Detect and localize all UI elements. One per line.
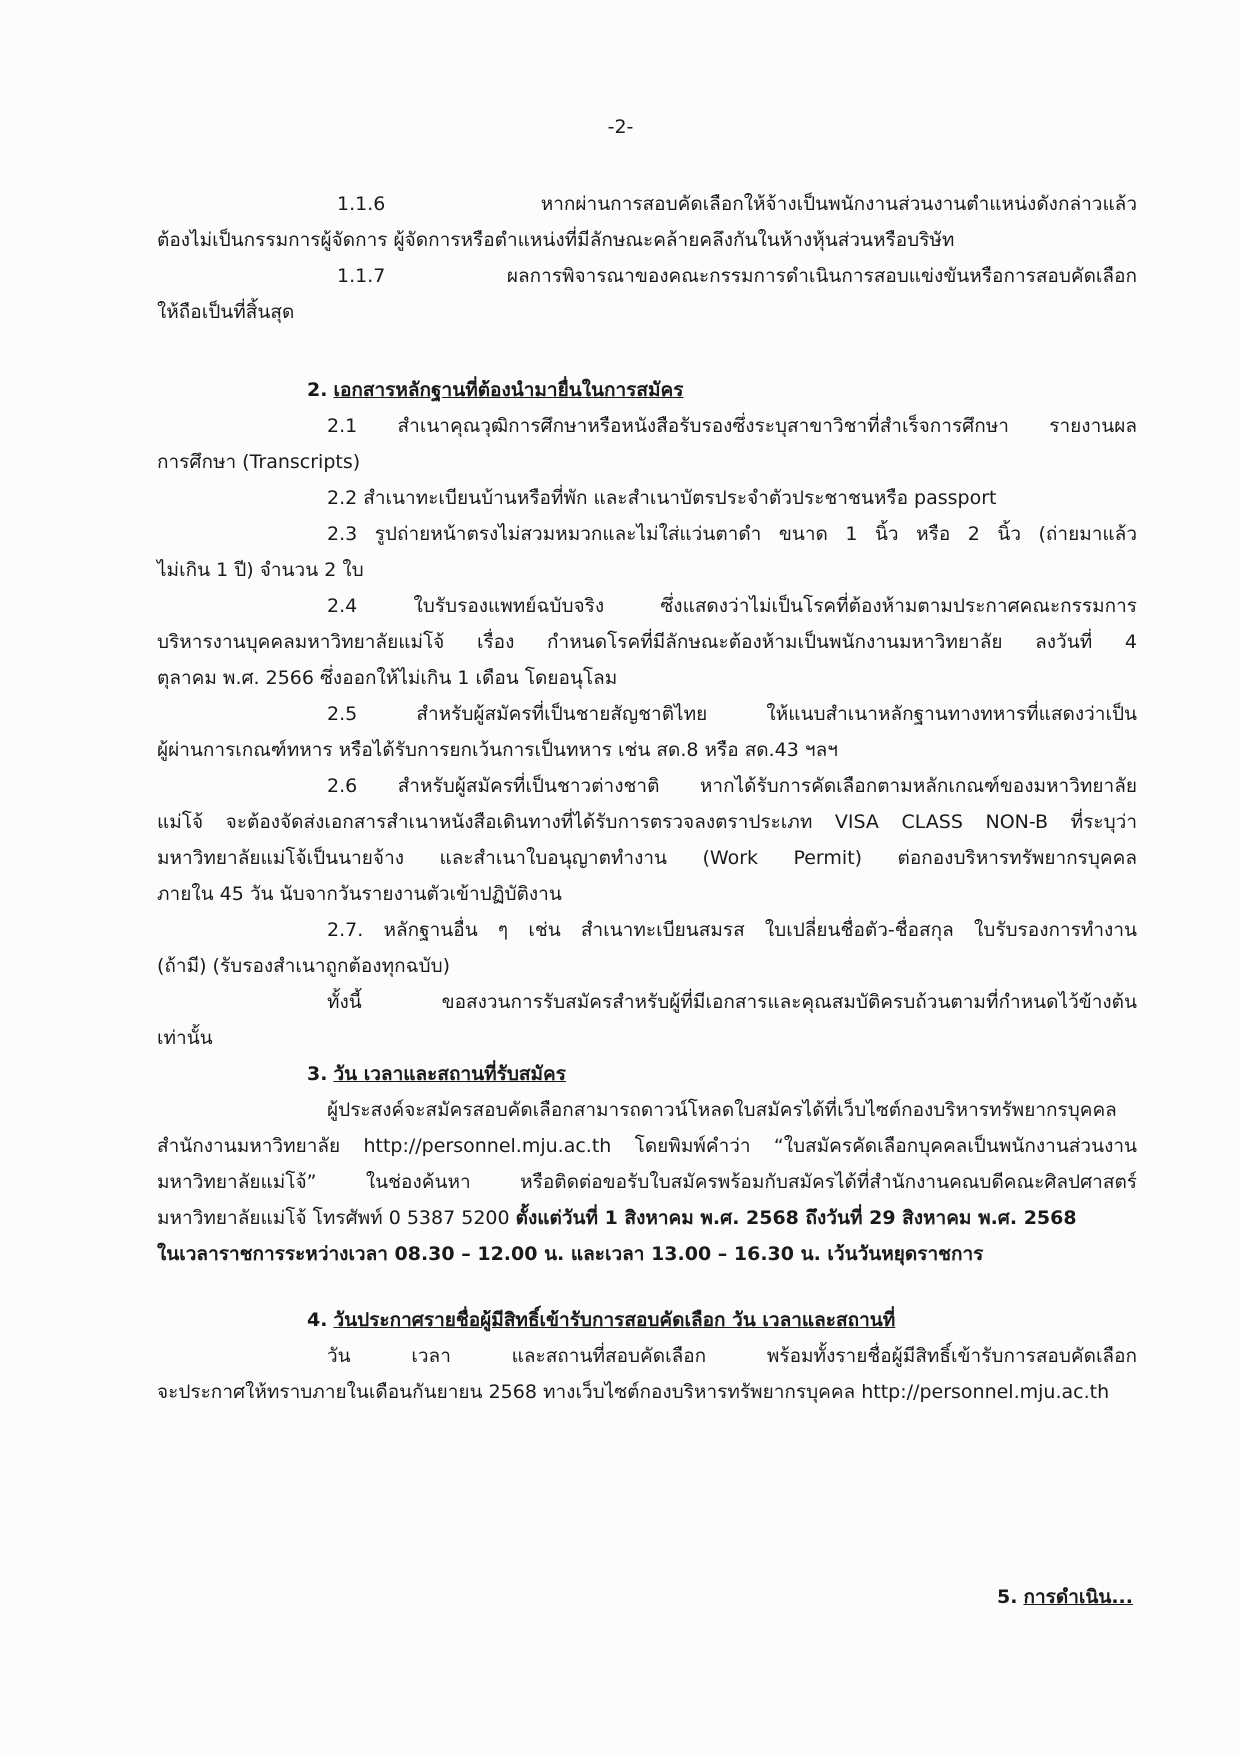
section-2-note-line2: เท่านั้น bbox=[157, 1027, 213, 1049]
section-2-note-line1: ทั้งนี้ ขอสงวนการรับสมัครสำหรับผู้ที่มีเอกสารและคุณสมบัติครบถ้วนตามที่กำหนดไว้ข้างต้น bbox=[327, 991, 1137, 1013]
item-2-4-line1: 2.4 ใบรับรองแพทย์ฉบับจริง ซึ่งแสดงว่าไม่เป็นโรคที่ต้องห้ามตามประกาศคณะกรรมการ bbox=[327, 595, 1137, 617]
section-4-title: วันประกาศรายชื่อผู้มีสิทธิ์เข้ารับการสอบคัดเลือก วัน เวลาและสถานที่ bbox=[333, 1309, 896, 1331]
section-3-line2: สำนักงานมหาวิทยาลัย http://personnel.mju.ac.th โดยพิมพ์คำว่า “ใบสมัครคัดเลือกบุคคลเป็นพนักงานส่วนงาน bbox=[157, 1135, 1137, 1157]
next-page-continuation bbox=[997, 1582, 1133, 1612]
section-3-heading bbox=[157, 1056, 1137, 1092]
section-3-line1: ผู้ประสงค์จะสมัครสอบคัดเลือกสามารถดาวน์โหลดใบสมัครได้ที่เว็บไซต์กองบริหารทรัพยากรบุคคล bbox=[327, 1099, 1117, 1121]
section-3-number: 3. bbox=[307, 1063, 328, 1085]
item-2-6-line1: 2.6 สำหรับผู้สมัครที่เป็นชาวต่างชาติ หากได้รับการคัดเลือกตามหลักเกณฑ์ของมหาวิทยาลัย bbox=[327, 775, 1137, 797]
document-body bbox=[157, 186, 1137, 1410]
item-2-5-line1: 2.5 สำหรับผู้สมัครที่เป็นชายสัญชาติไทย ให้แนบสำเนาหลักฐานทางทหารที่แสดงว่าเป็น bbox=[327, 703, 1137, 725]
section-3-line4-text: มหาวิทยาลัยแม่โจ้ โทรศัพท์ 0 5387 5200 bbox=[157, 1207, 516, 1229]
page-number: -2- bbox=[607, 116, 634, 138]
footer-number: 5. bbox=[996, 1586, 1018, 1608]
item-2-6-line3: มหาวิทยาลัยแม่โจ้เป็นนายจ้าง และสำเนาใบอนุญาตทำงาน (Work Permit) ต่อกองบริหารทรัพยากรบุคคล bbox=[157, 847, 1137, 869]
section-4-number: 4. bbox=[307, 1309, 328, 1331]
item-2-4-line3: ตุลาคม พ.ศ. 2566 ซึ่งออกให้ไม่เกิน 1 เดือน โดยอนุโลม bbox=[157, 667, 618, 689]
section-3-title: วัน เวลาและสถานที่รับสมัคร bbox=[333, 1063, 566, 1085]
item-2-4-line2: บริหารงานบุคคลมหาวิทยาลัยแม่โจ้ เรื่อง กำหนดโรคที่มีลักษณะต้องห้ามเป็นพนักงานมหาวิทยาลัย ลงวันที่ 4 bbox=[157, 631, 1137, 653]
section-2-number: 2. bbox=[307, 379, 328, 401]
item-1-1-6-line1: 1.1.6 หากผ่านการสอบคัดเลือกให้จ้างเป็นพนักงานส่วนงานตำแหน่งดังกล่าวแล้ว bbox=[337, 193, 1137, 215]
item-2-6-line2: แม่โจ้ จะต้องจัดส่งเอกสารสำเนาหนังสือเดินทางที่ได้รับการตรวจลงตราประเภท VISA CLASS NON-B ที่ระบุว่า bbox=[157, 811, 1137, 833]
section-4-heading bbox=[157, 1302, 1137, 1338]
item-2-3-line1: 2.3 รูปถ่ายหน้าตรงไม่สวมหมวกและไม่ใส่แว่นตาดำ ขนาด 1 นิ้ว หรือ 2 นิ้ว (ถ่ายมาแล้ว bbox=[327, 523, 1137, 545]
section-3-office-hours: ในเวลาราชการระหว่างเวลา 08.30 – 12.00 น. และเวลา 13.00 – 16.30 น. เว้นวันหยุดราชการ bbox=[157, 1243, 984, 1265]
footer-continuation-text: การดำเนิน... bbox=[1023, 1586, 1133, 1608]
section-2-heading bbox=[157, 372, 1137, 408]
item-2-1-line1: 2.1 สำเนาคุณวุฒิการศึกษาหรือหนังสือรับรองซึ่งระบุสาขาวิชาที่สำเร็จการศึกษา รายงานผล bbox=[327, 415, 1137, 437]
item-2-5-line2: ผู้ผ่านการเกณฑ์ทหาร หรือได้รับการยกเว้นการเป็นทหาร เช่น สด.8 หรือ สด.43 ฯลฯ bbox=[157, 739, 838, 761]
section-3-line3: มหาวิทยาลัยแม่โจ้” ในช่องค้นหา หรือติดต่อขอรับใบสมัครพร้อมกับสมัครได้ที่สำนักงานคณบดีคณะศิลปศาสตร์ bbox=[157, 1171, 1137, 1193]
item-2-3-line2: ไม่เกิน 1 ปี) จำนวน 2 ใบ bbox=[157, 559, 364, 581]
item-1-1-7-line1: 1.1.7 ผลการพิจารณาของคณะกรรมการดำเนินการสอบแข่งขันหรือการสอบคัดเลือก bbox=[337, 265, 1137, 287]
section-2-title: เอกสารหลักฐานที่ต้องนำมายื่นในการสมัคร bbox=[333, 379, 684, 401]
item-2-2-line1: 2.2 สำเนาทะเบียนบ้านหรือที่พัก และสำเนาบัตรประจำตัวประชาชนหรือ passport bbox=[327, 487, 997, 509]
section-3-line4 bbox=[157, 1200, 1137, 1236]
section-3-application-period: ตั้งแต่วันที่ 1 สิงหาคม พ.ศ. 2568 ถึงวันที่ 29 สิงหาคม พ.ศ. 2568 bbox=[515, 1207, 1077, 1229]
section-4-line2: จะประกาศให้ทราบภายในเดือนกันยายน 2568 ทางเว็บไซต์กองบริหารทรัพยากรบุคคล http://personnel.mju.ac.th bbox=[157, 1381, 1110, 1403]
item-1-1-7-line2: ให้ถือเป็นที่สิ้นสุด bbox=[157, 301, 295, 323]
item-2-6-line4: ภายใน 45 วัน นับจากวันรายงานตัวเข้าปฏิบัติงาน bbox=[157, 883, 562, 905]
item-2-7-line1: 2.7. หลักฐานอื่น ๆ เช่น สำเนาทะเบียนสมรส ใบเปลี่ยนชื่อตัว-ชื่อสกุล ใบรับรองการทำงาน bbox=[327, 919, 1137, 941]
section-4-line1: วัน เวลา และสถานที่สอบคัดเลือก พร้อมทั้งรายชื่อผู้มีสิทธิ์เข้ารับการสอบคัดเลือก bbox=[327, 1345, 1137, 1367]
item-2-1-line2: การศึกษา (Transcripts) bbox=[157, 451, 361, 473]
item-2-7-line2: (ถ้ามี) (รับรองสำเนาถูกต้องทุกฉบับ) bbox=[157, 955, 451, 977]
item-1-1-6-line2: ต้องไม่เป็นกรรมการผู้จัดการ ผู้จัดการหรือตำแหน่งที่มีลักษณะคล้ายคลึงกันในห้างหุ้นส่วนหรือบริษัท bbox=[157, 229, 955, 251]
